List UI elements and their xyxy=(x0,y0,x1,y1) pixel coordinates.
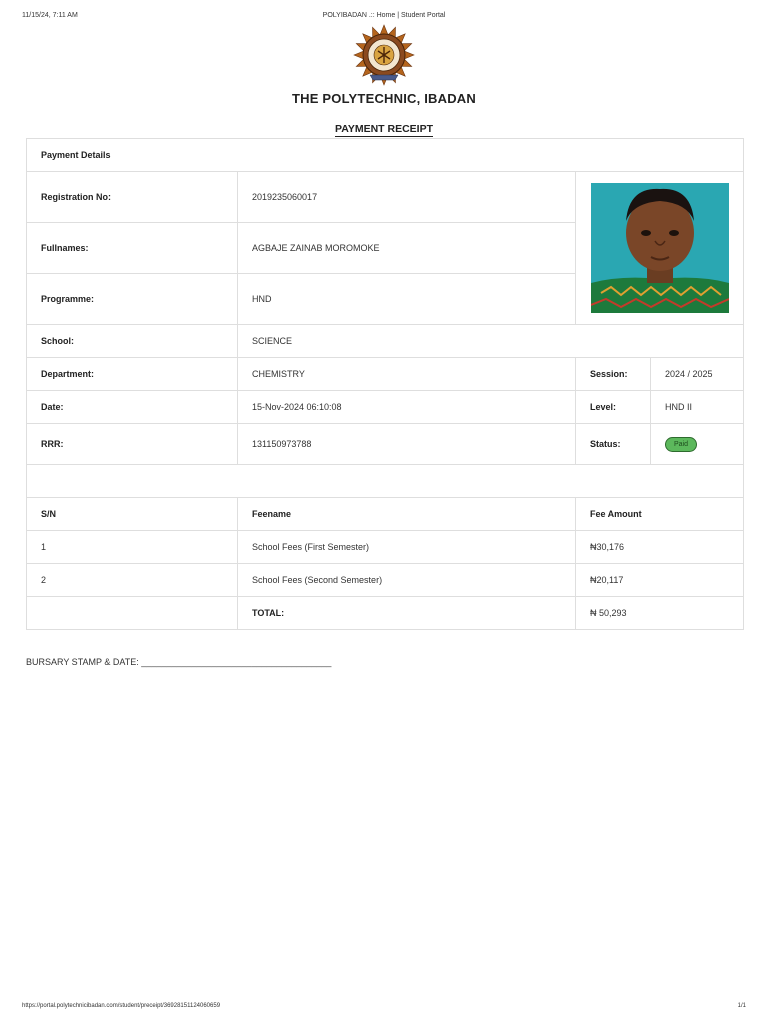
photo-cell xyxy=(576,172,744,325)
total-blank-cell xyxy=(27,597,238,630)
receipt-table xyxy=(26,138,744,630)
student-photo xyxy=(591,183,729,313)
print-datetime: 11/15/24, 7:11 AM xyxy=(22,12,78,19)
sn-header: S/N xyxy=(27,498,238,531)
status-label: Status: xyxy=(576,424,651,465)
feename-header: Feename xyxy=(238,498,576,531)
institution-name: THE POLYTECHNIC, IBADAN xyxy=(292,91,476,106)
table-row xyxy=(27,531,744,564)
department-value: CHEMISTRY xyxy=(238,358,576,391)
fee-amount: ₦30,176 xyxy=(576,531,744,564)
total-label: TOTAL: xyxy=(238,597,576,630)
section-title: Payment Details xyxy=(27,139,744,172)
table-row xyxy=(27,564,744,597)
status-badge: Paid xyxy=(665,437,697,452)
session-value: 2024 / 2025 xyxy=(651,358,744,391)
reg-no-label: Registration No: xyxy=(27,172,238,223)
total-amount: ₦ 50,293 xyxy=(576,597,744,630)
fee-name: School Fees (First Semester) xyxy=(238,531,576,564)
date-label: Date: xyxy=(27,391,238,424)
rrr-value: 131150973788 xyxy=(238,424,576,465)
bursary-stamp-line: BURSARY STAMP & DATE: ______________________________________ xyxy=(26,657,332,667)
school-label: School: xyxy=(27,325,238,358)
status-cell xyxy=(651,424,744,465)
fee-amount-header: Fee Amount xyxy=(576,498,744,531)
level-label: Level: xyxy=(576,391,651,424)
school-value: SCIENCE xyxy=(238,325,744,358)
spacer-row xyxy=(27,465,744,498)
session-label: Session: xyxy=(576,358,651,391)
receipt-title: PAYMENT RECEIPT xyxy=(334,123,434,135)
print-url: https://portal.polytechnicibadan.com/student/preceipt/36928151124060659 xyxy=(22,1003,221,1009)
polytechnic-logo-icon xyxy=(348,24,420,86)
date-value: 15-Nov-2024 06:10:08 xyxy=(238,391,576,424)
programme-value: HND xyxy=(238,274,576,325)
level-value: HND II xyxy=(651,391,744,424)
fee-amount: ₦20,117 xyxy=(576,564,744,597)
fee-name: School Fees (Second Semester) xyxy=(238,564,576,597)
fee-sn: 1 xyxy=(27,531,238,564)
programme-label: Programme: xyxy=(27,274,238,325)
reg-no-value: 2019235060017 xyxy=(238,172,576,223)
fee-sn: 2 xyxy=(27,564,238,597)
print-page-title: POLYIBADAN .:: Home | Student Portal xyxy=(322,12,446,19)
department-label: Department: xyxy=(27,358,238,391)
fullnames-value: AGBAJE ZAINAB MOROMOKE xyxy=(238,223,576,274)
rrr-label: RRR: xyxy=(27,424,238,465)
print-page-number: 1/1 xyxy=(737,1003,746,1009)
fullnames-label: Fullnames: xyxy=(27,223,238,274)
